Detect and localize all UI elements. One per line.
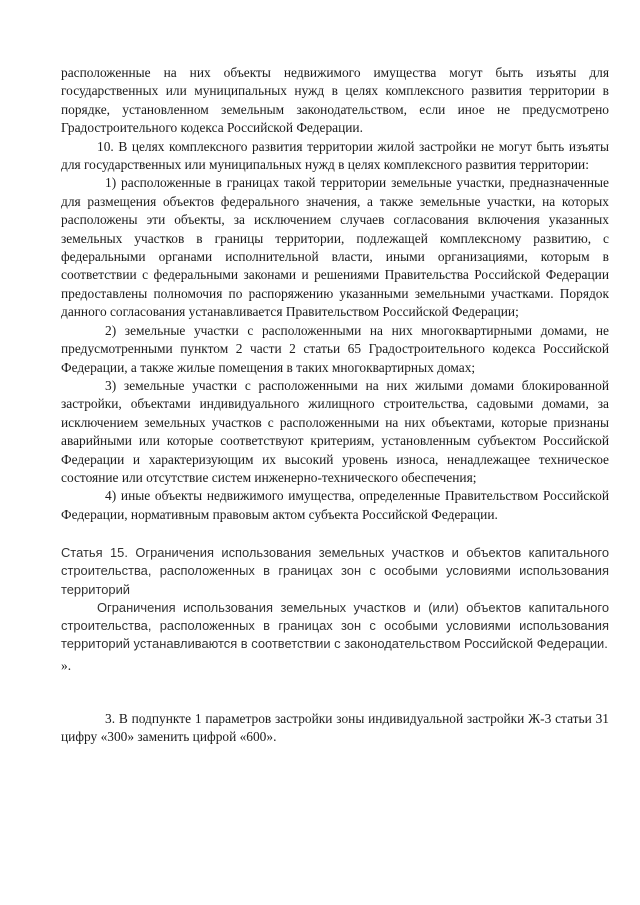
subpoint-4-paragraph: 4) иные объекты недвижимого имущества, определенные Правительством Российской Федерации, нормативным правовым актом субъекта Российской Федерации. bbox=[61, 488, 609, 522]
item-3-paragraph: 3. В подпункте 1 параметров застройки зоны индивидуальной застройки Ж-3 статьи 31 цифру «300» заменить цифрой «600». bbox=[61, 710, 609, 745]
closing-quote: ». bbox=[61, 658, 72, 674]
subpoint-3-paragraph: 3) земельные участки с расположенными на них жилыми домами блокированной застройки, объектами индивидуального жилищного строительства, садовыми домами, за исключением земельных участков с расположенными на них объектами, которые признаны аварийными или которые соответствуют критериям, установленным субъектом Российской Федерации и характеризующим их высокий уровень износа, ненадлежащее техническое состояние или отсутствие систем инженерно-технического обеспечения; bbox=[61, 377, 609, 485]
subpoint-2-paragraph: 2) земельные участки с расположенными на них многоквартирными домами, не предусмотренными пунктом 2 части 2 статьи 65 Градостроительного кодекса Российской Федерации, а также жилые помещения в таких многоквартирных домах; bbox=[61, 322, 609, 375]
continuation-paragraph: расположенные на них объекты недвижимого имущества могут быть изъяты для государственных или муниципальных нужд в целях комплексного развития территории в порядке, установленном земельным законодательством, если иное не предусмотрено Градостроительного кодекса Российской Федерации. bbox=[61, 65, 609, 136]
article-15-body: Ограничения использования земельных участков и (или) объектов капитального строительства, расположенных в границах зон с особыми условиями использования территорий устанавливаются в соответствии с законодательством Российской Федерации. bbox=[61, 599, 609, 652]
article-15-heading: Статья 15. Ограничения использования земельных участков и объектов капитального строительства, расположенных в границах зон с особыми условиями использования территорий bbox=[61, 545, 609, 597]
subpoint-1-paragraph: 1) расположенные в границах такой территории земельные участки, предназначенные для размещения объектов федерального значения, а также земельные участки, на которых расположены эти объекты, за исключением случаев согласования включения указанных земельных участков в границы территории, подлежащей комплексному развитию, с федеральными органами исполнительной власти, иными организациями, которым в соответствии с федеральными законами и решениями Правительства Российской Федерации предоставлены полномочия по распоряжению указанными земельными участками. Порядок данного согласования устанавливается Правительством Российской Федерации; bbox=[61, 175, 609, 320]
point-10-paragraph: 10. В целях комплексного развития территории жилой застройки не могут быть изъяты для государственных или муниципальных нужд в целях комплексного развития территории: bbox=[61, 138, 609, 173]
document-page bbox=[61, 64, 609, 747]
